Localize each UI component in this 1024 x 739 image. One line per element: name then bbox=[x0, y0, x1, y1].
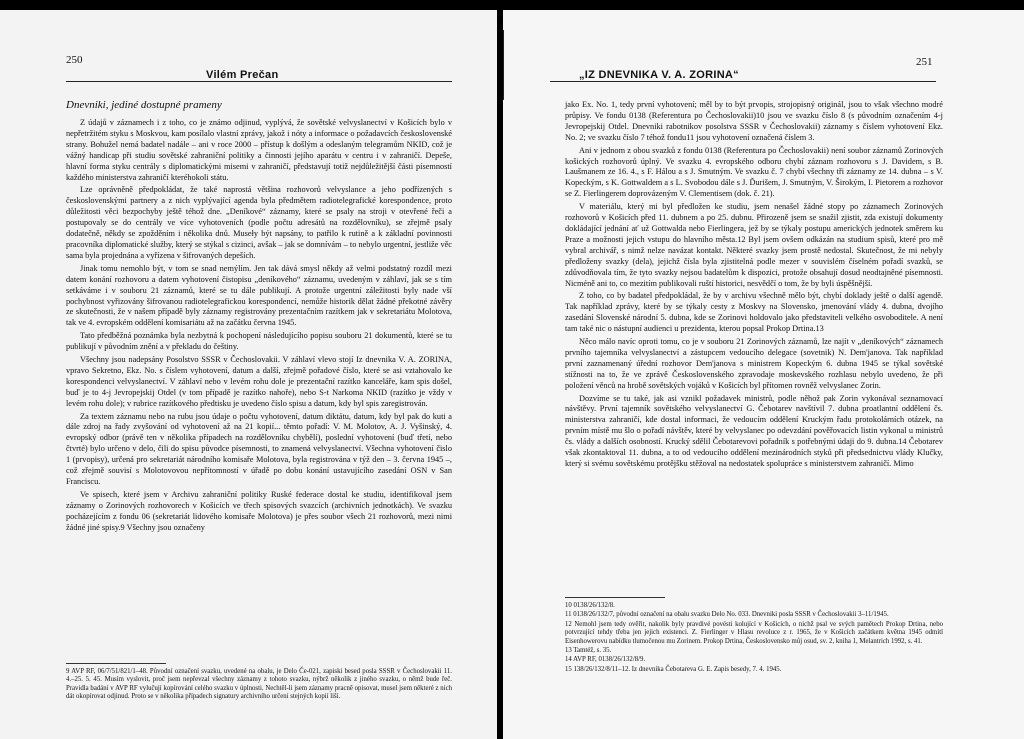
scan-top-strip bbox=[0, 10, 430, 16]
footnote: 14 AVP RF, 0138/26/132/8/9. bbox=[565, 656, 646, 664]
paragraph: Ani v jednom z obou svazků z fondu 0138 (Referentura po Čechoslovakii) není soubor záznamů Zorinových košických rozhovorů úplný. Ve svazku 4. evropského odboru chybí záznam rozhovoru s J. Davidem, s B. Laušmanem ze 16. 4., s F. Hálou a s J. Smutným. Ve svazku č. 7 chybí všechny tři záznamy ze 14. dubna – s V. Kopeckým, s K. Gottwaldem a s L. Svobodou dále s J. Ďurišem, J. Smutným, V. Širokým, I. Pietorem a rozhovor se Z. Fierlingerem doprovázeným V. Clementisem (dok. č. 21). bbox=[565, 145, 943, 199]
paragraph: Z toho, co by badatel předpokládal, že by v archivu všechně mělo být, chybí doklady ještě o další agendě. Tak například zprávy, které by se týkaly cesty z Moskvy na Slovensko, jmenování vlády 4. dubna, dvojího zasedání Slovenské národní 5. dubna, kde se Zorinovi holdovalo jako představiteli velkého osvoboditele. A není tam také nic o nástupní audienci u prezidenta, kterou popsal Prokop Drtina.13 bbox=[565, 291, 943, 334]
paragraph: Lze oprávněně předpokládat, že také naprostá většina rozhovorů velvyslance a jeho podřízených s československými partnery a z nich vyplývající agenda byla předmětem radiotelegrafické korespondence, proto důležitosti věci bezpochyby ještě téhož dne. „Deníkové“ záznamy, které se psaly na stroji v otevřené řeči a postupovaly se do centrály ve více vyhotoveních (podle počtu adresátů na rozdělovníku), se zřejmě psaly dodatečně, někdy se zpožděním i několika dnů. Museły být napsány, to patřilo k rutině a k základní povinnosti pracovníka diplomatické služby, který se stýkal s cizinci, avšak – jak se domnívám – to nebylo urgentní, jestliže věc sama byla projednána a vyřízena v šifrovaných depeších. bbox=[66, 185, 452, 260]
left-page bbox=[0, 0, 497, 739]
paragraph: Za textem záznamu nebo na rubu jsou údaje o počtu vyhotovení, datum diktátu, datum, kdy byl pak do kuti a dále zdroj na řady zvyšování od vyhotovení až na 21 kopií... těmto pořadí: V. M. Molotov, A. J. Vyšinský, 4. evropský odbor (právě ten v několika případech na rozdělovníku chybělí), poslední vyhotovení (buď třetí, nebo čtvrté) bylo určeno v delo, čili do spisu původce písemnosti, to znamená velvyslanectví. Všechna vyhotovení čislo 1 (prvopisy), určená pro sekretariát národního komisaře Molotova, byla registrována v týž den – 3. června 1945 –, což zřejmě souvisí s Molotovovou nepřítomností v úřadě po dobu konání ustavujícího zasedání OSN v San Franciscu. bbox=[66, 411, 452, 486]
paragraph: V materiálu, který mi byl předložen ke studiu, jsem nenašel žádné stopy po záznamech Zorinových rozhovorů v Košicích před 11. dubnem a po 25. dubnu. Přirozeně jsem se snažil zjistit, zda existují dokumenty dokládající jednání ať už Gottwalda nebo Fierlingera, jež by se týkaly postupu amerických jednotek směrem ku Praze a možnosti jejich vstupu do hlavního města.12 Byl jsem ovšem odkázán na studium spisů, které pro mě vybral archivář, s nimž nelze navázat kontakt. Některé svazky jsem prostě nedostal. Skutečnost, že mi nebyly předloženy svazky (dela), jejichž čísla byla zjistitelná podle mezer v souvislém číselném pořadí svazků, se zdůvodňovala tím, že tyto svazky nejsou badatelům k dispozici, protože obsahují dosud neodtajněné písemnosti. Nicméně ani to, co mezitím publikovali ruští historici, nesvědčí o tom, že by byli úspěšnější. bbox=[565, 202, 943, 288]
body-text bbox=[565, 100, 943, 472]
page-number: 251 bbox=[916, 56, 933, 68]
footnote: 12 Nemohl jsem tedy ověřit, nakolik byly pravdivé povésti kolující v Košicích, o nichž psal ve svých pamětech Prokop Drtina, nebo potvrzující tehdy třeba jen jejich existenci. Z. Fierlinger v Hlasu revoluce z r. 1965, že v Košicích začátkem května 1945 odmítl Eisenhowerovu nabídku tlumočenou mu Zorinem. Prokop Drtina, Československo můj osud, sv. 2, kniha 1, Melantrich 1992, s. 41. bbox=[565, 620, 943, 645]
paragraph: Z údajů v záznamech i z toho, co je známo odjinud, vyplývá, že sovětské velvyslanectví v Košicích bylo v nepřetržitém styku s Moskvou, kam posílalo vlastní zprávy, jakož i nóty a informace o požadavcích československé strany. Bohužel nemá badatel nadále – ani v roce 2000 – přístup k došlým a odeslaným telegramům NKID, což je vážný handicap při studiu sovětské zahraniční politiky a činnosti jejího aparátu v centru i v zahraničí. Depeše, hlavní forma styku centrály s diplomatickými misemi v zahraničí, představují totiž nejdůležitější části písemností každého ministerstva zahraničí kteréhokoli státu. bbox=[66, 118, 452, 182]
footnotes bbox=[565, 602, 943, 675]
footnotes bbox=[66, 668, 452, 703]
section-title: Dnevniki, jediné dostupné prameny bbox=[66, 99, 222, 111]
scan-top-border bbox=[503, 0, 1024, 10]
scan-top-border bbox=[0, 0, 497, 10]
footnote: 10 0138/26/132/8. bbox=[565, 602, 615, 609]
paragraph: Tato předběžná poznámka byla nezbytná k pochopení následujícího popisu souboru 21 dokumentů, které se tu publikují v původním znění a v překladu do češtiny. bbox=[66, 331, 452, 352]
footnote: 15 138/26/132/8/11–12. Iz dnevnika Čebotareva G. E. Zapis besedy, 7. 4. 1945. bbox=[565, 665, 782, 673]
footnote: 11 0138/26/132/7, původní označení na obalu svazku Delo No. 033. Dnevniki posla SSSR v Čechoslovakii 3–11/1945. bbox=[565, 611, 889, 619]
paragraph: jako Ex. No. 1, tedy první vyhotovení; měl by to být prvopis, strojopisný originál, jsou to však všechno modré průpisy. Ve fondu 0138 (Referentura po Čechoslovakii)10 jsou ve svazku číslo 8 (s původním označením 4-j Jevropejskij Otdel. Dnevniki rabotnikov posolstva SSSR v Čechoslovakii) záznamy s číslem vyhotovení Ekz. No. 2; ve svazku číslo 7 téhož fondu11 jsou vyhotovení označená číslem 3. bbox=[565, 100, 943, 142]
footnote: 9 AVP RF, 06/7/51/821/1–48. Původní označení svazku, uvedené na obalu, je Delo Če-021, zapiski besed posla SSSR v Čechoslovakii 11. 4.–25. 5. 45. Musím vyslovit, proč jsem nepřevzal všechny záznamy z tohoto svazku, nýbrž několik z jiného svazku, o němž bude řeč. Pravidla badání v AVP RF vylučují kopírování celého svazku v úplnosti. Nechtěl-li jsem záznamy pracně opisovat, musel jsem některé z nich dát okopírovat odjinud. Proto se v několika případech signatury archivního určení stejných kopií liší. bbox=[66, 668, 452, 701]
running-head: Vilém Prečan bbox=[206, 69, 279, 81]
paragraph: Ve spisech, které jsem v Archivu zahraniční politiky Ruské federace dostal ke studiu, identifikoval jsem záznamy o Zorinových rozhovorech v Košicích ve třech spisových svazcích (archivních jednotkách). Ve svazku pocházejícím z fondu 06 (sekretariát lidového komisaře Molotova) je přes soubor všech 21 rozhovorů, mezi nimi žádné jiné spisy.9 Všechny jsou označeny bbox=[66, 489, 452, 532]
gutter-edge bbox=[503, 30, 504, 100]
running-head: „IZ DNEVNIKA V. A. ZORINA“ bbox=[579, 69, 739, 81]
body-text bbox=[66, 118, 452, 536]
footnote-rule bbox=[565, 597, 665, 598]
paragraph: Něco málo navíc oproti tomu, co je v souboru 21 Zorinových záznamů, lze najít v „deníkových“ záznamech prvního tajemníka velvyslanectví a zástupcem vedoucího delegace (sovetnik) N. Dem'janova. Tak například první zaznamenaný úřední rozhovor Dem'janova s ministrem Kopeckým 6. dubna 1945 se týkal sovětské stížnosti na to, že ve zprávě Československého zpravodaje moskevského rozhlasu nebylo uvedeno, že při položení věnců na hrobě sovětských vojáků v Košicích byl přítomen rovněž velvyslanec Zorin. bbox=[565, 337, 943, 390]
footnote: 13 Tamtéž, s. 35. bbox=[565, 647, 612, 655]
header-rule bbox=[550, 81, 936, 82]
header-rule bbox=[66, 81, 452, 82]
footnote-rule bbox=[66, 663, 166, 664]
paragraph: Dozvíme se tu také, jak asi vznikl požadavek ministrů, podle něhož pak Zorin vykonával seznamovací návštěvy. První tajemník sovětského velvyslanectví G. Čebotarev navštívil 7. dubna proatlantní oddělení čs. ministerstva zahraničí, kde dostal informaci, že vedoucím oddělení Kruckým řadu protokolárních otázek, na prvním místě mu šlo o pořadí návštěv, které by velvyslanec po odevzdání pověřovacích listin vykonal u ministrů čs. vlády a dalších osobností. Krucký sdělil Čebotarevovi pořadník s potřebnými údaji do 9. dubna.14 Čebotarev však zkontaktoval 11. dubna, a to od vedoucího oddělení mezinárodních styků při předsednictvu vlády Klučky, který si svému sovětskému protějšku stěžoval na nedostatek spolupráce s ministerstvem zahraničí. Mimo bbox=[565, 393, 943, 468]
page-number: 250 bbox=[66, 54, 83, 66]
paragraph: Všechny jsou nadepsány Posolstvo SSSR v Čechoslovakii. V záhlaví vlevo stojí Iz dnevnika V. A. ZORINA, vpravo Sekretno, Ekz. No. s číslem vyhotovení, datum a další, zřejmě pořadové číslo, které se asi vztahovalo ke korespondenci velvyslanectví. V záhlaví nebo v levém rohu dole je prezentační razítko kanceláře, kam spis došel, buď je to 4-j Jevropejskij Otdel (v tom případě je razítko nahoře), nebo S-t Narkoma NKID (razítko je vždy v levém rohu dole); v rubrice razítkového předtisku je uvedeno číslo spisu a datum, kdy byl spis zaregistrován. bbox=[66, 355, 452, 408]
right-page bbox=[503, 0, 1024, 739]
paragraph: Jinak tomu nemohlo být, v tom se snad nemýlím. Jen tak dává smysl někdy až velmi podstatný rozdíl mezi datem konání rozhovoru a datem vyhotovení čistopisu „deníkového“ záznamu, uvedeným v záhlaví, jak se s tím setkáváme i v souboru 21 záznamů, které se tu dále publikují. A protože urgentní záležitosti byly nade vší pochybnost vyřizovány šifrovanou radiotelegrafickou korespondencí, nemůže historik dělat žádné překotné závěry ze skutečnosti, že v našem případě byly záznamy registrovány prezentačním razítkem jak v sekretariátu Molotova, tak ve 4. evropském oddělení komisariátu až na začátku června 1945. bbox=[66, 263, 452, 328]
